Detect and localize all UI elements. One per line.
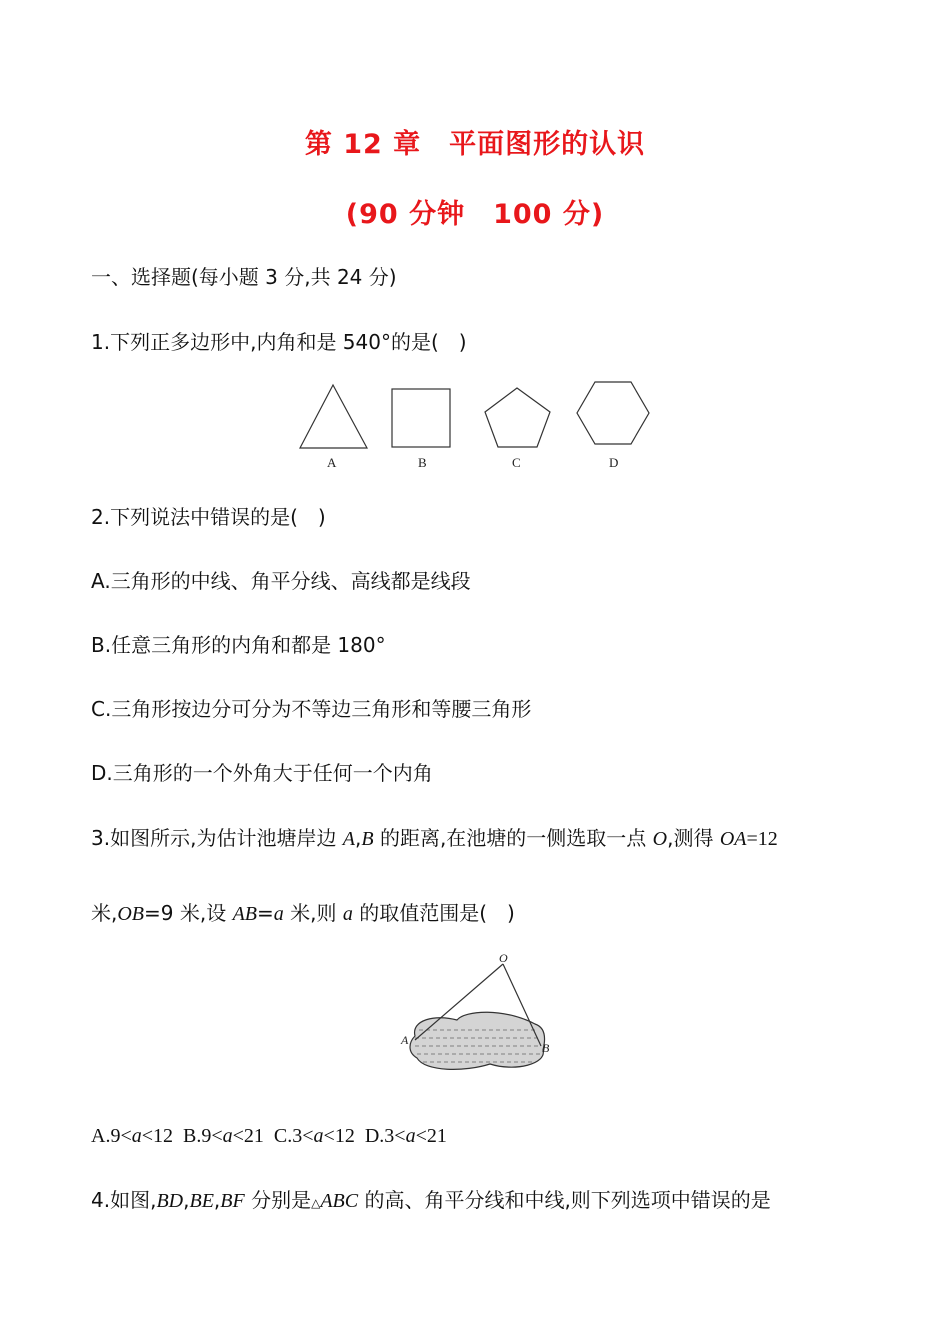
hexagon-shape [577,382,649,444]
triangle-shape [300,385,367,448]
question-2-option-a: A.三角形的中线、角平分线、高线都是线段 [91,569,471,593]
question-3-option-c: C.3<a<12 [273,1125,355,1147]
question-2-option-d: D.三角形的一个外角大于任何一个内角 [91,761,433,785]
figure-label-a: A [327,455,337,470]
figure-label-c: C [512,455,521,470]
square-shape [392,389,450,447]
section-heading: 一、选择题(每小题 3 分,共 24 分) [91,265,397,289]
point-o-label: O [499,951,508,965]
question-3-option-a: A.9<a<12 [91,1125,174,1147]
point-a-label: A [401,1033,409,1047]
question-1-stem: 1.下列正多边形中,内角和是 540°的是( ) [91,330,467,354]
exam-time-score: (90 分钟 100 分) [345,199,605,230]
question-3-stem-line1: 3.如图所示,为估计池塘岸边 A,B 的距离,在池塘的一侧选取一点 O,测得 OA=12 [91,826,778,850]
question-4-stem: 4.如图,BD,BE,BF 分别是△ABC 的高、角平分线和中线,则下列选项中错误的是 [91,1188,771,1212]
question-2-stem: 2.下列说法中错误的是( ) [91,505,326,529]
figure-label-b: B [418,455,427,470]
question-2-option-b: B.任意三角形的内角和都是 180° [91,633,386,657]
question-3-option-d: D.3<a<21 [364,1125,447,1147]
chapter-title: 第 12 章 平面图形的认识 [304,129,646,160]
pond-figure [395,950,565,1080]
question-3-option-b: B.9<a<21 [183,1125,264,1147]
polygon-figure [290,375,670,475]
point-b-label: B [542,1041,550,1055]
pond-shape [410,1012,545,1069]
question-2-option-c: C.三角形按边分可分为不等边三角形和等腰三角形 [91,697,532,721]
pentagon-shape [485,388,550,447]
question-3-stem-line2: 米,OB=9 米,设 AB=a 米,则 a 的取值范围是( ) [91,901,515,925]
figure-label-d: D [609,455,619,470]
question-3-options [91,1122,447,1150]
